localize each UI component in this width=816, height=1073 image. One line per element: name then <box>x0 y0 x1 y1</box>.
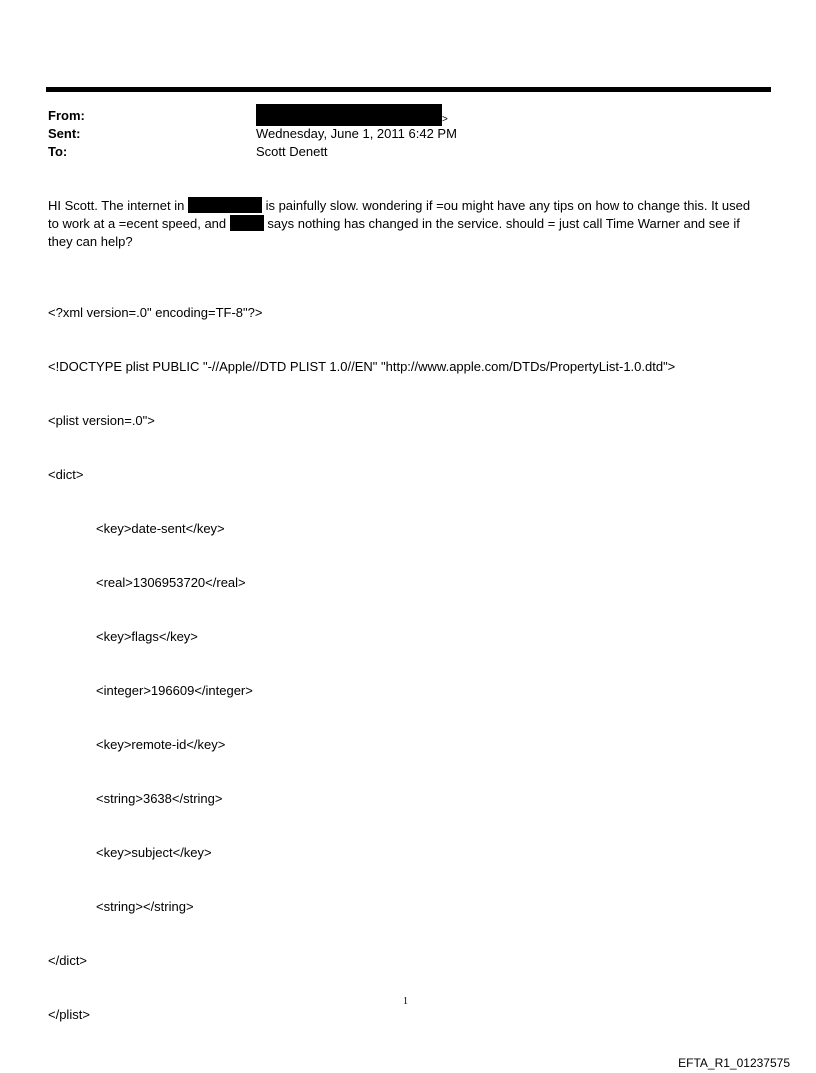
email-header <box>48 107 748 161</box>
from-row <box>48 107 748 125</box>
xml-line: <plist version=.0"> <box>48 413 155 428</box>
body-text-3: says nothing has changed in the service. should = just call Time Warner and see if they can help? <box>48 216 740 249</box>
redaction-box <box>256 104 442 126</box>
xml-line: <key>date-sent</key> <box>96 521 225 536</box>
xml-line: </plist> <box>48 1007 90 1022</box>
xml-line: <string></string> <box>96 899 194 914</box>
xml-line: <key>remote-id</key> <box>96 737 226 752</box>
redaction-box <box>230 215 264 231</box>
sent-row <box>48 125 748 143</box>
to-value: Scott Denett <box>256 144 328 159</box>
from-trail: > <box>442 114 448 125</box>
sent-value: Wednesday, June 1, 2011 6:42 PM <box>256 126 457 141</box>
plist-xml-block <box>48 268 675 1042</box>
xml-line: </dict> <box>48 953 88 968</box>
xml-line: <string>3638</string> <box>96 791 223 806</box>
email-body <box>48 197 758 251</box>
document-id: EFTA_R1_01237575 <box>678 1056 790 1070</box>
from-label: From: <box>48 108 85 123</box>
body-text-2: is painfully slow. wondering if =ou might have any tips on how to change this. It used to work at a =ecent speed, and <box>48 198 751 231</box>
page-number: 1 <box>403 996 408 1007</box>
from-value <box>256 107 448 127</box>
xml-line: <dict> <box>48 467 84 482</box>
xml-line: <key>subject</key> <box>96 845 212 860</box>
xml-line: <?xml version=.0" encoding=TF-8"?> <box>48 305 263 320</box>
xml-line: <integer>196609</integer> <box>96 683 253 698</box>
body-paragraph <box>48 197 758 251</box>
xml-line: <real>1306953720</real> <box>96 575 246 590</box>
redaction-box <box>188 197 262 213</box>
xml-line: <!DOCTYPE plist PUBLIC "-//Apple//DTD PLIST 1.0//EN" "http://www.apple.com/DTDs/PropertyList-1.0.dtd"> <box>48 359 676 374</box>
to-label: To: <box>48 144 68 159</box>
body-text-1: HI Scott. The internet in <box>48 198 188 213</box>
sent-label: Sent: <box>48 126 81 141</box>
xml-line: <key>flags</key> <box>96 629 198 644</box>
to-row <box>48 143 748 161</box>
header-rule <box>46 87 771 92</box>
